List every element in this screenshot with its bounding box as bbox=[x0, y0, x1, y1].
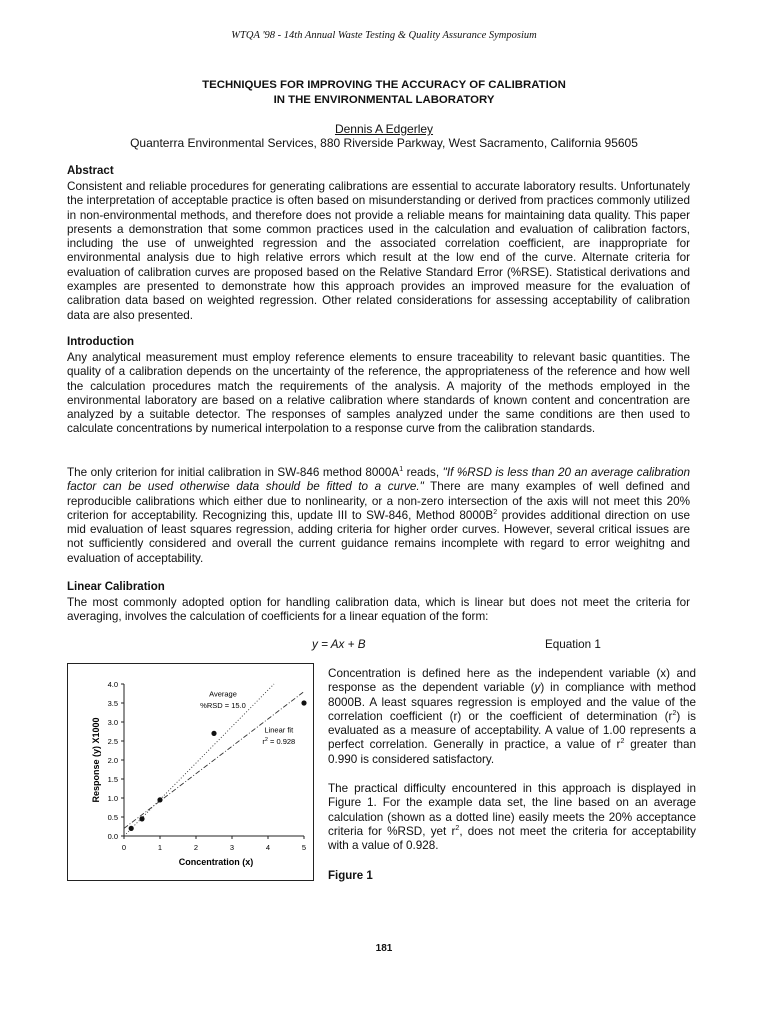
y-tick-label: 3.0 bbox=[107, 718, 118, 727]
chart-annotation: %RSD = 15.0 bbox=[200, 700, 246, 710]
para2-text-a: The only criterion for initial calibration in SW-846 method 8000A bbox=[67, 466, 400, 479]
x-tick-label: 2 bbox=[193, 843, 199, 852]
average-line bbox=[124, 684, 274, 836]
para2-text-d: provides additional direction on use mid evaluation of least squares regression, adding criteria for higher order curves. However, several critical issues are not sufficiently considered and overall the current guidance remains incomplete with regard to error weighitng and evaluation of acceptability. bbox=[67, 508, 690, 565]
y-tick-label: 2.5 bbox=[107, 737, 118, 746]
footnote-ref-1: 1 bbox=[399, 466, 404, 474]
data-point bbox=[157, 797, 162, 802]
title-line-1: TECHNIQUES FOR IMPROVING THE ACCURACY OF CALIBRATION bbox=[202, 79, 566, 91]
linear-calibration-paragraph: The most commonly adopted option for handling calibration data, which is linear but does not meet the criteria for averaging, involves the calculation of coefficients for a linear equation of the form: bbox=[67, 596, 690, 624]
page-number: 181 bbox=[375, 943, 393, 954]
para2-text-c: There are many examples of well defined and reproducible calibrations which either due to nonlinearity, or a non-zero intersection of the axis will not meet this 20% criterion for acceptability. Recognizing this, update III to SW-846, Method 8000B bbox=[67, 480, 691, 522]
y-tick-label: 1.5 bbox=[107, 775, 118, 784]
y-tick-label: 4.0 bbox=[107, 680, 118, 689]
method-quote: "If %RSD is less than 20 an average calibration factor can be used otherwise data should be fitted to a curve." bbox=[67, 466, 690, 494]
chart-annotation: Average bbox=[209, 689, 237, 699]
x-tick-label: 1 bbox=[157, 843, 163, 852]
y-axis-label: Response (y) X1000 bbox=[91, 717, 101, 803]
author-block bbox=[0, 122, 768, 150]
author-affiliation: Quanterra Environmental Services, 880 Riverside Parkway, West Sacramento, California 95605 bbox=[130, 136, 638, 150]
y-tick-label: 1.0 bbox=[107, 794, 118, 803]
running-head: WTQA '98 - 14th Annual Waste Testing & Quality Assurance Symposium bbox=[231, 30, 537, 41]
abstract-text: Consistent and reliable procedures for generating calibrations are essential to accurate laboratory results. Unfortunately the interpretation of acceptable practice is often based on misunderstanding or derived from practices commonly utilized in non-environmental methods, and therefore does not provide a reliable means for maintaining data quality. This paper presents a demonstration that some common practices used in the calculation and evaluation of calibration factors, including the use of unweighted regression and the associated correlation coefficient, are inappropriate for environmental analysis due to high relative errors which result at the low end of the curve. Alternate criteria for evaluation of calibration curves are proposed based on the Relative Standard Error (%RSE). Statistical derivations and examples are presented to demonstrate how this approach provides an improved measure for the evaluation of calibration data based on weighted regression. Other related considerations for assessing acceptability of calibration data are also presented. bbox=[67, 180, 690, 322]
superscript-2: 2 bbox=[455, 825, 460, 832]
equation-label: Equation 1 bbox=[545, 638, 601, 651]
side1-text-d: greater than 0.990 is considered satisfactory. bbox=[328, 738, 697, 766]
x-tick-label: 4 bbox=[265, 843, 271, 852]
figure-discussion-paragraph-2 bbox=[328, 782, 696, 853]
paper-title bbox=[0, 78, 768, 108]
chart-annotation: $r^2 = 0.928$ bbox=[262, 737, 296, 746]
footnote-ref-2: 2 bbox=[493, 509, 498, 516]
equation-1 bbox=[312, 638, 612, 651]
x-tick-label: 0 bbox=[121, 843, 127, 852]
x-axis-label: Concentration (x) bbox=[178, 857, 254, 867]
data-point bbox=[301, 700, 306, 705]
superscript-2: 2 bbox=[672, 710, 677, 717]
figure-1-frame bbox=[67, 663, 314, 881]
chart-annotation: Linear fit bbox=[264, 725, 294, 735]
para2-text-b: reads, bbox=[403, 466, 443, 479]
y-tick-label: 2.0 bbox=[107, 756, 118, 765]
side1-text-b: ) in compliance with method 8000B. A least squares regression is employed and the value of the correlation coefficient (r) or the coefficient of determination (r bbox=[328, 681, 696, 723]
introduction-heading: Introduction bbox=[67, 336, 135, 348]
x-tick-label: 5 bbox=[301, 843, 307, 852]
x-tick-label: 3 bbox=[229, 843, 235, 852]
superscript-2: 2 bbox=[620, 738, 625, 746]
side1-variable-y: y bbox=[534, 681, 541, 695]
data-point bbox=[139, 816, 144, 821]
side1-text-a: Concentration is defined here as the independent variable (x) and response as the dependent variable ( bbox=[328, 667, 696, 695]
side2-text-a: The practical difficulty encountered in this approach is displayed in Figure 1. For the example data set, the line based on an average calculation (shown as a dotted line) easily meets the 20% acceptance criteria for %RSD, yet r bbox=[328, 782, 696, 838]
y-tick-label: 3.5 bbox=[107, 699, 118, 708]
linear-calibration-heading: Linear Calibration bbox=[67, 581, 165, 593]
data-point bbox=[211, 731, 216, 736]
equation-expression: y = Ax + B bbox=[312, 638, 366, 651]
author-name: Dennis A Edgerley bbox=[334, 122, 434, 136]
data-point bbox=[129, 826, 134, 831]
side2-text-b: , does not meet the criteria for acceptability with a value of 0.928. bbox=[328, 824, 697, 853]
linear-fit-line bbox=[124, 689, 304, 829]
side1-text-c: ) is evaluated as a measure of acceptability. A value of 1.00 represents a perfect correlation. Generally in practice, a value of r bbox=[328, 709, 696, 752]
y-tick-label: 0.5 bbox=[107, 813, 118, 822]
abstract-heading: Abstract bbox=[67, 165, 114, 177]
introduction-paragraph-2 bbox=[67, 466, 690, 566]
figure-discussion-paragraph-1 bbox=[328, 667, 696, 767]
y-tick-label: 0.0 bbox=[107, 832, 118, 841]
figure-1-caption: Figure 1 bbox=[328, 870, 373, 882]
introduction-paragraph-1: Any analytical measurement must employ reference elements to ensure traceability to relevant basic quantities. The quality of a calibration depends on the uncertainty of the reference, the appropriateness of the reference and how well the calculation procedures match the requirements of the analysis. A majority of the methods employed in the environmental laboratory are based on a relative calibration where standards of known content and concentration are analyzed by a suitable detector. The responses of samples analyzed under the same conditions are then used to calculate concentrations by numerical interpolation to a response curve from the calibration standards. bbox=[67, 351, 690, 436]
title-line-2: IN THE ENVIRONMENTAL LABORATORY bbox=[273, 94, 495, 106]
figure-1-chart bbox=[68, 664, 313, 880]
